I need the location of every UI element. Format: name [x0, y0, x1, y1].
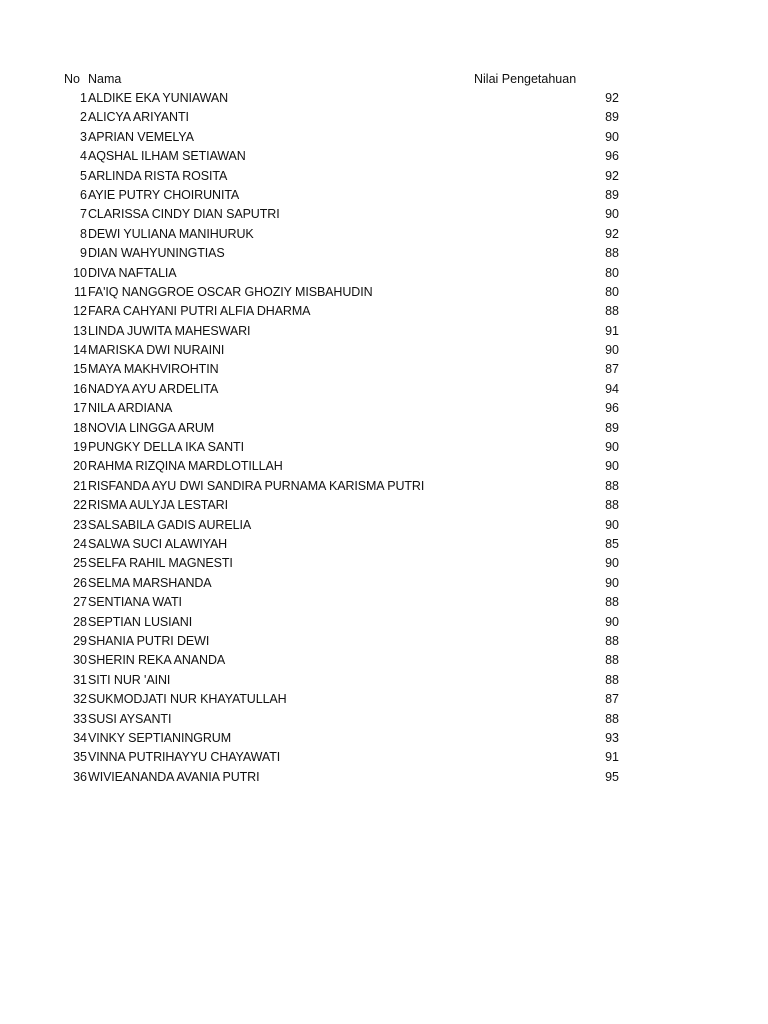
- row-number: 22: [73, 498, 87, 513]
- row-number: 2: [80, 110, 87, 125]
- table-row: [0, 535, 768, 554]
- table-row: [0, 768, 768, 787]
- student-name: SALWA SUCI ALAWIYAH: [88, 536, 228, 551]
- score-value: 88: [605, 653, 619, 668]
- table-row: [0, 477, 768, 496]
- table-row: [0, 89, 768, 108]
- score-value: 88: [605, 711, 619, 726]
- row-number: 27: [73, 595, 87, 610]
- student-name: NOVIA LINGGA ARUM: [88, 420, 215, 435]
- table-row: [0, 574, 768, 593]
- row-number: 14: [73, 343, 87, 358]
- row-number: 30: [73, 653, 87, 668]
- row-number: 13: [73, 323, 87, 338]
- row-number: 17: [73, 401, 87, 416]
- row-number: 5: [80, 168, 87, 183]
- table-row: [0, 419, 768, 438]
- student-name: ALICYA ARIYANTI: [88, 110, 189, 125]
- student-name: SHANIA PUTRI DEWI: [88, 633, 210, 648]
- score-value: 96: [605, 149, 619, 164]
- student-name: ALDIKE EKA YUNIAWAN: [88, 91, 229, 105]
- student-name: LINDA JUWITA MAHESWARI: [88, 323, 251, 338]
- row-number: 12: [73, 304, 87, 319]
- student-name: DIAN WAHYUNINGTIAS: [88, 246, 225, 261]
- score-value: 90: [605, 343, 619, 358]
- table-row: [0, 516, 768, 535]
- student-name: SELMA MARSHANDA: [88, 575, 212, 590]
- student-name: MARISKA DWI NURAINI: [88, 343, 225, 358]
- table-row: [0, 651, 768, 670]
- score-value: 90: [605, 440, 619, 455]
- student-name: AYIE PUTRY CHOIRUNITA: [88, 187, 240, 202]
- score-value: 91: [605, 323, 619, 338]
- student-name: FARA CAHYANI PUTRI ALFIA DHARMA: [88, 304, 311, 319]
- score-value: 88: [605, 595, 619, 610]
- row-number: 36: [73, 769, 87, 784]
- table-row: [0, 690, 768, 709]
- row-number: 31: [73, 672, 87, 687]
- student-list: [0, 89, 768, 787]
- row-number: 6: [80, 187, 87, 202]
- score-value: 90: [605, 459, 619, 474]
- row-number: 26: [73, 575, 87, 590]
- student-name: SENTIANA WATI: [88, 595, 182, 610]
- score-value: 88: [605, 672, 619, 687]
- row-number: 1: [80, 91, 87, 105]
- table-row: [0, 108, 768, 127]
- row-number: 4: [80, 149, 87, 164]
- student-name: DIVA NAFTALIA: [88, 265, 177, 280]
- table-row: [0, 399, 768, 418]
- table-row: [0, 729, 768, 748]
- table-row: [0, 613, 768, 632]
- student-name: FA'IQ NANGGROE OSCAR GHOZIY MISBAHUDIN: [88, 284, 373, 299]
- student-name: SUSI AYSANTI: [88, 711, 172, 726]
- table-row: [0, 341, 768, 360]
- student-name: RAHMA RIZQINA MARDLOTILLAH: [88, 459, 283, 474]
- row-number: 9: [80, 246, 87, 261]
- table-row: [0, 186, 768, 205]
- row-number: 7: [80, 207, 87, 222]
- score-value: 92: [605, 226, 619, 241]
- student-name: SEPTIAN LUSIANI: [88, 614, 193, 629]
- score-value: 90: [605, 614, 619, 629]
- student-name: ARLINDA RISTA ROSITA: [88, 168, 228, 183]
- row-number: 28: [73, 614, 87, 629]
- table-row: [0, 360, 768, 379]
- student-name: SELFA RAHIL MAGNESTI: [88, 556, 233, 571]
- score-value: 90: [605, 129, 619, 144]
- student-name: SITI NUR 'AINI: [88, 672, 171, 687]
- score-value: 89: [605, 110, 619, 125]
- table-row: [0, 322, 768, 341]
- score-value: 90: [605, 207, 619, 222]
- score-value: 90: [605, 575, 619, 590]
- student-name: SALSABILA GADIS AURELIA: [88, 517, 252, 532]
- table-row: [0, 380, 768, 399]
- row-number: 24: [73, 536, 87, 551]
- score-value: 80: [605, 265, 619, 280]
- score-value: 87: [605, 692, 619, 707]
- student-name: NADYA AYU ARDELITA: [88, 381, 219, 396]
- score-value: 90: [605, 517, 619, 532]
- row-number: 8: [80, 226, 87, 241]
- row-number: 25: [73, 556, 87, 571]
- row-number: 32: [73, 692, 87, 707]
- score-value: 92: [605, 91, 619, 105]
- student-name: CLARISSA CINDY DIAN SAPUTRI: [88, 207, 280, 222]
- score-value: 89: [605, 187, 619, 202]
- table-row: [0, 302, 768, 321]
- table-row: [0, 748, 768, 767]
- student-name: VINNA PUTRIHAYYU CHAYAWATI: [88, 750, 281, 765]
- table-row: [0, 225, 768, 244]
- student-name: RISFANDA AYU DWI SANDIRA PURNAMA KARISMA PUTRI: [88, 478, 425, 493]
- student-name: DEWI YULIANA MANIHURUK: [88, 226, 254, 241]
- score-value: 93: [605, 730, 619, 745]
- table-row: [0, 671, 768, 690]
- table-row: [0, 632, 768, 651]
- row-number: 16: [73, 381, 87, 396]
- score-value: 88: [605, 246, 619, 261]
- table-row: [0, 264, 768, 283]
- student-name: APRIAN VEMELYA: [88, 129, 194, 144]
- score-value: 94: [605, 381, 619, 396]
- row-number: 20: [73, 459, 87, 474]
- row-number: 33: [73, 711, 87, 726]
- score-value: 96: [605, 401, 619, 416]
- score-value: 88: [605, 304, 619, 319]
- row-number: 29: [73, 633, 87, 648]
- table-row: [0, 593, 768, 612]
- table-row: [0, 205, 768, 224]
- score-value: 95: [605, 769, 619, 784]
- student-name: AQSHAL ILHAM SETIAWAN: [88, 149, 246, 164]
- table-row: [0, 147, 768, 166]
- row-number: 34: [73, 730, 87, 745]
- score-value: 88: [605, 498, 619, 513]
- row-number: 18: [73, 420, 87, 435]
- row-number: 15: [73, 362, 87, 377]
- row-number: 11: [74, 284, 87, 299]
- student-name: RISMA AULYJA LESTARI: [88, 498, 228, 513]
- student-name: WIVIEANANDA AVANIA PUTRI: [88, 769, 260, 784]
- student-name: NILA ARDIANA: [88, 401, 173, 416]
- table-row: [0, 554, 768, 573]
- score-value: 85: [605, 536, 619, 551]
- score-value: 92: [605, 168, 619, 183]
- row-number: 19: [73, 440, 87, 455]
- row-number: 21: [73, 478, 87, 493]
- row-number: 35: [73, 750, 87, 765]
- header-nama: Nama: [88, 72, 122, 86]
- table-row: [0, 167, 768, 186]
- score-value: 91: [605, 750, 619, 765]
- row-number: 3: [80, 129, 87, 144]
- header-nilai-pengetahuan: Nilai Pengetahuan: [474, 72, 577, 86]
- student-name: VINKY SEPTIANINGRUM: [88, 730, 232, 745]
- table-row: [0, 438, 768, 457]
- table-row: [0, 283, 768, 302]
- table-row: [0, 128, 768, 147]
- score-value: 89: [605, 420, 619, 435]
- score-value: 87: [605, 362, 619, 377]
- student-name: SUKMODJATI NUR KHAYATULLAH: [88, 692, 287, 707]
- table-row: [0, 710, 768, 729]
- student-name: SHERIN REKA ANANDA: [88, 653, 226, 668]
- score-value: 88: [605, 633, 619, 648]
- header-no: No: [64, 72, 80, 86]
- row-number: 23: [73, 517, 87, 532]
- table-row: [0, 496, 768, 515]
- table-row: [0, 457, 768, 476]
- student-name: PUNGKY DELLA IKA SANTI: [88, 440, 244, 455]
- table-row: [0, 244, 768, 263]
- score-value: 88: [605, 478, 619, 493]
- row-number: 10: [73, 265, 87, 280]
- student-name: MAYA MAKHVIROHTIN: [88, 362, 219, 377]
- score-value: 90: [605, 556, 619, 571]
- score-value: 80: [605, 284, 619, 299]
